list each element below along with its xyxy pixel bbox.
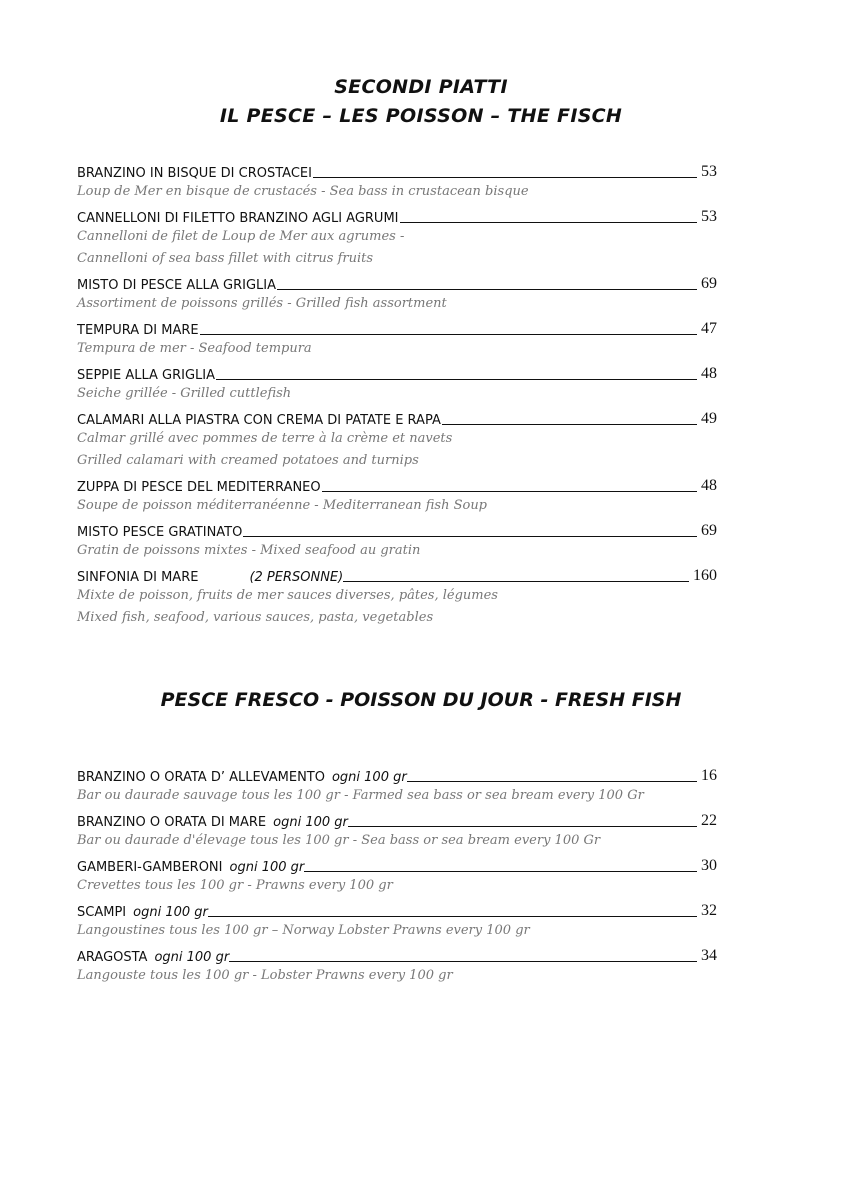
leader-line [229,961,697,962]
dish-price: 16 [701,767,717,784]
dish-description: Loup de Mer en bisque de crustacés - Sea bass in crustacean bisque [77,184,529,199]
dish-price: 48 [701,477,717,494]
leader-line [208,916,697,917]
menu-item [77,517,717,562]
dish-description: Crevettes tous les 100 gr - Prawns every 100 gr [77,878,393,893]
dish-line [77,405,717,428]
dish-name: SEPPIE ALLA GRIGLIA [77,368,216,383]
dish-line [77,762,717,785]
dish-price: 69 [701,275,717,292]
dish-description: Soupe de poisson méditerranéenne - Mediterranean fish Soup [77,498,488,513]
dish-note: ogni 100 gr [133,905,208,920]
dish-name: BRANZINO O ORATA D’ ALLEVAMENTO [77,770,325,785]
leader-line [243,536,697,537]
dish-description: Calmar grillé avec pommes de terre à la crème et navets [77,431,453,446]
dish-line [77,315,717,338]
dish-note: (2 PERSONNE) [249,570,344,585]
secondi-piatti-list [77,158,717,629]
dish-description: Gratin de poissons mixtes - Mixed seafood au gratin [77,543,421,558]
leader-line [200,334,697,335]
dish-note: ogni 100 gr [273,815,348,830]
menu-item [77,203,717,270]
dish-line [77,360,717,383]
menu-item [77,315,717,360]
dish-description: Seiche grillée - Grilled cuttlefish [77,386,292,401]
leader-line [277,289,697,290]
dish-line [77,942,717,965]
dish-price: 53 [701,208,717,225]
dish-description: Langoustines tous les 100 gr – Norway Lobster Prawns every 100 gr [77,923,530,938]
dish-name: CANNELLONI DI FILETTO BRANZINO AGLI AGRUMI [77,211,399,226]
menu-item [77,405,717,472]
dish-name: SCAMPI [77,905,127,920]
dish-name: ZUPPA DI PESCE DEL MEDITERRANEO [77,480,321,495]
dish-description: Cannelloni of sea bass fillet with citrus fruits [77,251,374,266]
dish-price: 49 [701,410,717,427]
dish-price: 48 [701,365,717,382]
dish-line [77,897,717,920]
dish-description: Langouste tous les 100 gr - Lobster Prawns every 100 gr [77,968,453,983]
dish-name: GAMBERI-GAMBERONI [77,860,223,875]
menu-item [77,762,717,807]
dish-line [77,203,717,226]
dish-name: BRANZINO IN BISQUE DI CROSTACEI [77,166,312,181]
leader-line [400,222,698,223]
dish-note: ogni 100 gr [229,860,305,875]
section-title-fresh-fish: PESCE FRESCO - POISSON DU JOUR - FRESH FISH [160,689,682,711]
page-title: SECONDI PIATTI [334,76,508,98]
leader-line [407,781,697,782]
dish-price: 34 [701,947,717,964]
dish-description: Cannelloni de filet de Loup de Mer aux agrumes - [77,229,405,244]
dish-line [77,270,717,293]
leader-line [348,826,697,827]
menu-item [77,852,717,897]
menu-item [77,158,717,203]
page-subtitle: IL PESCE – LES POISSON – THE FISCH [219,105,623,127]
dish-price: 160 [693,567,717,584]
dish-description: Bar ou daurade sauvage tous les 100 gr - Farmed sea bass or sea bream every 100 Gr [77,788,644,803]
leader-line [216,379,697,380]
leader-line [313,177,697,178]
dish-price: 47 [701,320,717,337]
leader-line [343,581,689,582]
dish-line [77,807,717,830]
dish-description: Mixte de poisson, fruits de mer sauces diverses, pâtes, légumes [77,588,498,603]
dish-name: ARAGOSTA [77,950,148,965]
menu-item [77,942,717,987]
dish-name: MISTO PESCE GRATINATO [77,525,243,540]
dish-name: CALAMARI ALLA PIASTRA CON CREMA DI PATATE E RAPA [77,413,441,428]
fresh-fish-list [77,762,717,987]
dish-price: 32 [701,902,717,919]
dish-name: TEMPURA DI MARE [77,323,199,338]
menu-item [77,270,717,315]
dish-description: Assortiment de poissons grillés - Grilled fish assortment [77,296,447,311]
leader-line [442,424,697,425]
dish-price: 22 [701,812,717,829]
dish-description: Bar ou daurade d'élevage tous les 100 gr - Sea bass or sea bream every 100 Gr [77,833,601,848]
leader-line [322,491,697,492]
menu-item [77,807,717,852]
dish-price: 30 [701,857,717,874]
dish-line [77,517,717,540]
menu-item [77,897,717,942]
dish-price: 53 [701,163,717,180]
dish-line [77,562,717,585]
dish-line [77,158,717,181]
dish-description: Tempura de mer - Seafood tempura [77,341,312,356]
dish-note: ogni 100 gr [154,950,230,965]
dish-name: MISTO DI PESCE ALLA GRIGLIA [77,278,276,293]
dish-description: Mixed fish, seafood, various sauces, pasta, vegetables [77,610,434,625]
dish-line [77,852,717,875]
dish-description: Grilled calamari with creamed potatoes and turnips [77,453,419,468]
menu-item [77,472,717,517]
dish-name: BRANZINO O ORATA DI MARE [77,815,267,830]
dish-price: 69 [701,522,717,539]
dish-name: SINFONIA DI MARE [77,570,199,585]
dish-line [77,472,717,495]
menu-item [77,360,717,405]
leader-line [304,871,697,872]
dish-note: ogni 100 gr [331,770,407,785]
menu-item [77,562,717,629]
